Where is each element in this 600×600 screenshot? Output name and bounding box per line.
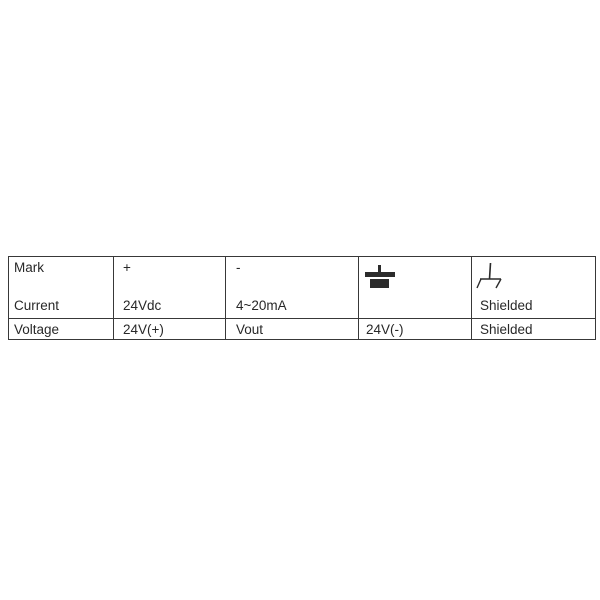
cell-value-24v-plus: 24V(+) xyxy=(123,321,164,337)
shielded-ground-icon xyxy=(476,261,504,290)
power-ground-icon xyxy=(365,265,395,289)
cell-vout xyxy=(226,319,359,340)
cell-value-shielded-current: Shielded xyxy=(480,298,533,313)
cell-shielded-voltage xyxy=(472,319,596,340)
cell-value-24vdc: 24Vdc xyxy=(123,298,162,313)
cell-value-minus: - xyxy=(236,260,241,275)
table-row-mark-current xyxy=(9,257,596,319)
table-row-voltage xyxy=(9,319,596,340)
row-label-mark: Mark xyxy=(14,260,44,275)
row-label-voltage: Voltage xyxy=(14,321,60,337)
cell-value-plus: + xyxy=(123,260,131,275)
cell-value-shielded-voltage: Shielded xyxy=(480,321,533,337)
cell-power-ground xyxy=(359,257,472,319)
cell-24v-minus xyxy=(359,319,472,340)
cell-plus-24vdc xyxy=(114,257,226,319)
cell-minus-420ma xyxy=(226,257,359,319)
cell-value-vout: Vout xyxy=(236,321,264,337)
row-label-current: Current xyxy=(14,298,60,313)
cell-24v-plus xyxy=(114,319,226,340)
cell-value-24v-minus: 24V(-) xyxy=(366,321,404,337)
wiring-mark-table xyxy=(8,256,596,340)
cell-value-420ma: 4~20mA xyxy=(236,298,287,313)
cell-voltage-label xyxy=(9,319,114,340)
cell-mark-current xyxy=(9,257,114,319)
cell-shield-ground xyxy=(472,257,596,319)
